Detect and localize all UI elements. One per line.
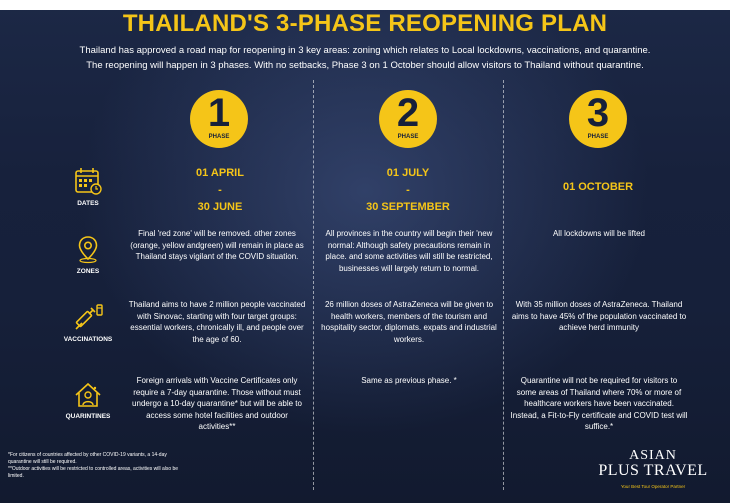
syringe-icon [71, 302, 105, 332]
phase-1-dates [140, 165, 300, 216]
footnote [8, 452, 188, 480]
column-divider-1 [313, 80, 314, 490]
phase-2-dates [328, 165, 488, 216]
row-label-dates: DATES [77, 200, 99, 207]
row-dates [60, 166, 116, 207]
phase-3-date-text: 01 OCTOBER [562, 181, 634, 193]
row-vaccinations [60, 302, 116, 343]
map-pin-icon [73, 234, 103, 264]
brand-logo [598, 448, 708, 496]
phase-3-number: 3 [586, 91, 610, 135]
phase-2-badge [379, 90, 437, 148]
row-zones [60, 234, 116, 275]
column-divider-2 [503, 80, 504, 490]
phase-1-quarantines: Foreign arrivals with Vaccine Certificates only require a 7-day quarantine. Those without must undergo a 10-day quarantine* but will be able to access some hotel facilities and outdoor activities** [132, 376, 302, 431]
page-title: THAILAND'S 3-PHASE REOPENING PLAN [122, 10, 608, 37]
row-label-zones: ZONES [76, 268, 100, 275]
phase-3-label: PHASE [587, 134, 609, 140]
logo-text-top: ASIAN [629, 448, 677, 463]
phase-1-label: PHASE [208, 134, 230, 140]
phase-1-number: 1 [207, 91, 231, 135]
phase-3-zones: All lockdowns will be lifted [552, 229, 646, 238]
footnote-line-1: *For citizens of countries affected by other COVID-19 variants, a 14-day quarantine will still be required. [8, 452, 167, 465]
logo-text-main: PLUS TRAVEL [598, 462, 708, 479]
row-label-quarantines: QUARINTINES [65, 413, 111, 420]
subtitle-line-2: The reopening will happen in 3 phases. With no setbacks, Phase 3 on 1 October should allow visitors to Thailand without quarantine. [86, 60, 644, 71]
phase-3-badge [569, 90, 627, 148]
phase-2-zones: All provinces in the country will begin their 'new normal: Although safety precautions remain in place. and some activities will still be restricted, businesses will largely return to normal. [325, 229, 493, 273]
phase-1-zones: Final 'red zone' will be removed. other zones (orange, yellow andgreen) will remain in place as Thailand stays vigilant of the COVID situation. [130, 229, 304, 261]
calendar-icon [73, 166, 103, 196]
phase-2-vaccinations: 26 million doses of AstraZeneca will be given to health workers, members of the tourism and hospitality sector, diplomats. expats and industrial workers. [321, 300, 497, 344]
logo-tagline: Your Best Tour Operator Partner [620, 484, 686, 489]
phase-1-vaccinations: Thailand aims to have 2 million people vaccinated with Sinovac, starting with four target groups: essential workers, chronically ill, and people over the age of 60. [128, 300, 306, 344]
row-quarantines [60, 381, 116, 420]
phase-1-badge [190, 90, 248, 148]
phase-3-vaccinations: With 35 million doses of AstraZeneca. Thailand aims to have 45% of the population vaccinated to achieve herd immunity [511, 300, 687, 332]
phase-1-date-text: 01 APRIL - 30 JUNE [196, 167, 244, 213]
phase-2-quarantines: Same as previous phase. * [361, 376, 457, 385]
phase-2-label: PHASE [397, 134, 419, 140]
row-label-vaccinations: VACCINATIONS [63, 336, 113, 343]
phase-3-quarantines: Quarantine will not be required for visitors to some areas of Thailand where 70% or more of healthcare workers have been vaccinated. Instead, a Fit-to-Fly certificate and COVID test will suffice.* [510, 376, 688, 431]
home-quarantine-icon [73, 381, 103, 409]
phase-2-date-text: 01 JULY - 30 SEPTEMBER [366, 167, 450, 213]
phase-3-dates [518, 179, 678, 196]
subtitle-line-1: Thailand has approved a road map for reopening in 3 key areas: zoning which relates to Local lockdowns, vaccinations, and quarantine. [79, 45, 651, 56]
page-subtitle [40, 43, 690, 73]
footnote-line-2: **Outdoor activities will be restricted to controlled areas, activities will also be limited. [8, 466, 179, 479]
phase-2-number: 2 [396, 91, 420, 135]
